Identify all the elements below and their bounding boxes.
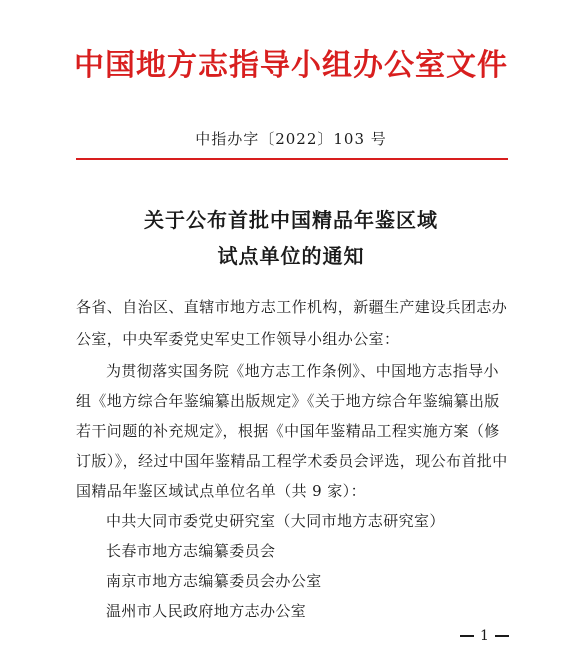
page-number (460, 628, 509, 644)
page-number-value: 1 (480, 628, 489, 644)
addressee-line-1: 各省、自治区、直辖市地方志工作机构，新疆生产建设兵团志办 (76, 298, 508, 316)
dash-right (495, 635, 509, 637)
red-divider (76, 158, 508, 160)
issuer-header: 中国地方志指导小组办公室文件 (74, 48, 508, 83)
paragraph-line-1: 为贯彻落实国务院《地方志工作条例》、中国地方志指导小 (106, 362, 499, 380)
unit-list-item: 中共大同市委党史研究室（大同市地方志研究室） (106, 512, 445, 530)
title-line-1: 关于公布首批中国精品年鉴区域 (144, 208, 438, 232)
paragraph-line-2: 组《地方综合年鉴编纂出版规定》《关于地方综合年鉴编纂出版 (76, 392, 500, 410)
unit-list-item: 温州市人民政府地方志办公室 (106, 602, 307, 620)
title-line-2: 试点单位的通知 (217, 244, 365, 268)
paragraph-line-3: 若干问题的补充规定》，根据《中国年鉴精品工程实施方案（修 (76, 422, 500, 440)
paragraph-line-5: 国精品年鉴区域试点单位名单（共 9 家）： (76, 482, 366, 500)
addressee-line-2: 公室，中央军委党史军史工作领导小组办公室： (76, 330, 400, 348)
unit-list-item: 南京市地方志编纂委员会办公室 (106, 572, 322, 590)
document-number: 中指办字〔2022〕103 号 (195, 130, 387, 148)
dash-left (460, 635, 474, 637)
paragraph-line-4: 订版）》，经过中国年鉴精品工程学术委员会评选，现公布首批中 (76, 452, 508, 470)
unit-list-item: 长春市地方志编纂委员会 (106, 542, 276, 560)
